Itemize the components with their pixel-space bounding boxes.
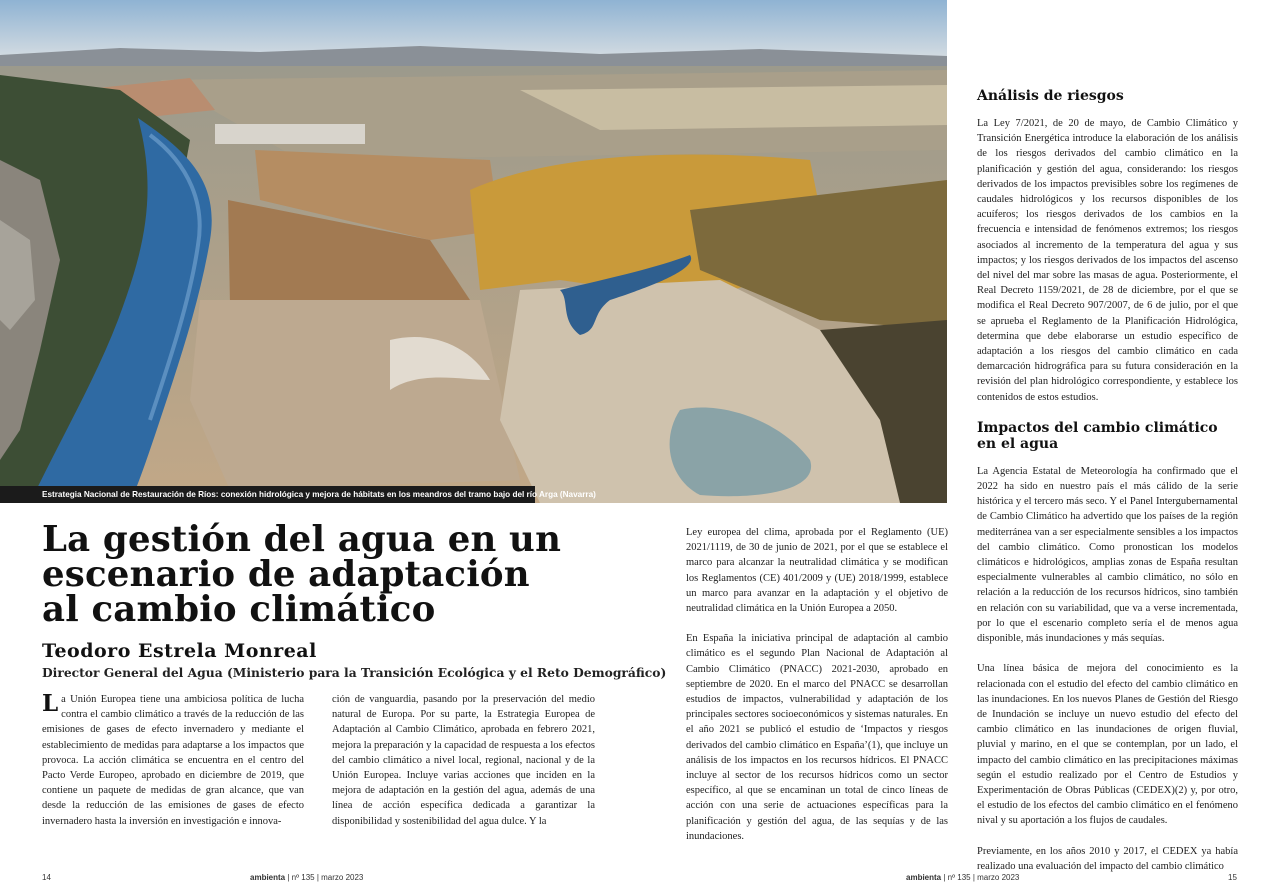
body-column-4 xyxy=(977,88,1238,889)
heading-climate-impacts: Impactos del cambio climático en el agua xyxy=(977,419,1218,452)
issue-info: | nº 135 | marzo 2023 xyxy=(943,873,1020,882)
col3-paragraph: Ley europea del clima, aprobada por el Reglamento (UE) 2021/1119, de 30 de junio de 2021, por el que se establece el marco para alcanzar la neutralidad climática y se modifican los Reglamentos (CE) 401/2009 y (UE) 2018/1999, establece un marco para avanzar en la adaptación y el objetivo de neutralidad climática en la Unión Europea a 2050. xyxy=(686,527,948,615)
author-name: Teodoro Estrela Monreal xyxy=(42,640,317,662)
body-column-2 xyxy=(332,692,595,829)
impacts-paragraph: La Agencia Estatal de Meteorología ha confirmado que el 2022 ha sido en nuestro país el más cálido de la serie histórica y el tercero más seco. Y el Panel Intergubernamental de Cambio Climático ha advertido que los países de la región mediterránea van a ser especialmente sensibles a los impactos del cambio climático. Como pronostican los modelos climáticos e hidrológicos, amplias zonas de España resultan especialmente vulnerables al cambio climático, no sólo en relación a la reducción de los recursos hídricos, sino también en relación con su variabilidad, que va a verse incrementada, por lo que el escenario completo sería el de menos agua disponible, más inundaciones y más sequías. xyxy=(977,465,1238,645)
risk-paragraph: La Ley 7/2021, de 20 de mayo, de Cambio Climático y Transición Energética introduce la elaboración de los análisis de los riesgos derivados del cambio climático en la planificación y gestión del agua, considerando: los riesgos derivados de los impactos previsibles sobre los regímenes de caudales hidrológicos y los recursos disponibles de los acuíferos; los riesgos derivados de los cambios en la frecuencia e intensidad de fenómenos extremos; los riesgos asociados al incremento de la temperatura del agua y sus impactos; y los riesgos derivados de los impactos del ascenso del nivel del mar sobre las masas de agua. Posteriormente, el Real Decreto 1159/2021, de 28 de diciembre, por el que se modifica el Real Decreto 907/2007, de 6 de julio, por el que se aprueba el Reglamento de la Planificación Hidrológica, determina que debe elaborarse un estudio específico de adaptación a los riesgos del cambio climático en cada demarcación hidrográfica para su futura consideración en la revisión del plan hidrológico correspondiente, y establece los contenidos de estos estudios. xyxy=(977,118,1238,403)
page-number-left: 14 xyxy=(42,873,51,882)
issue-info: | nº 135 | marzo 2023 xyxy=(287,873,364,882)
magazine-name: ambienta xyxy=(250,873,286,882)
photo-caption: Estrategia Nacional de Restauración de Ríos: conexión hidrológica y mejora de hábitats en los meandros del tramo bajo del río Arga (Navarra) xyxy=(0,486,535,503)
river-photo xyxy=(0,0,947,503)
article-title xyxy=(42,519,642,630)
col2-text: ción de vanguardia, pasando por la preservación del medio natural de Europa. Por su parte, la Estrategia Europea de Adaptación al Cambio Climático, aprobada en febrero 2021, mejora la preparación y la capacidad de respuesta a los efectos del cambio climático a nivel local, regional, nacional y de la Unión Europea. Incluye varias acciones que inciden en la mejora de adaptación en la gestión del agua, además de una línea de acción específica dedicada a garantizar la disponibilidad y sostenibilidad del agua dulce. Y la xyxy=(332,694,595,827)
page-number-right: 15 xyxy=(1228,873,1237,882)
col1-text: a Unión Europea tiene una ambiciosa política de lucha contra el cambio climático a través de la reducción de las emisiones de gases de efecto invernadero y mediante el establecimiento de medidas para adaptarse a los impactos que provoca. La acción climática se encuentra en el centro del Pacto Verde Europeo, aprobado en diciembre de 2019, que contiene un paquete de medidas de gran alcance, que van desde la reducción de las emisiones de gases de efecto invernadero hasta la inversión en investigación e innova- xyxy=(42,694,304,827)
author-role: Director General del Agua (Ministerio para la Transición Ecológica y el Reto Demográfico) xyxy=(42,665,667,680)
running-footer-left xyxy=(250,873,363,882)
title-line: La gestión del agua en un xyxy=(42,519,562,560)
running-footer-right xyxy=(906,873,1019,882)
title-line: escenario de adaptación xyxy=(42,554,530,595)
body-column-1 xyxy=(42,692,304,829)
drop-cap: L xyxy=(42,690,59,717)
magazine-name: ambienta xyxy=(906,873,942,882)
impacts-paragraph: Previamente, en los años 2010 y 2017, el CEDEX ya había realizado una evaluación del impacto del cambio climático xyxy=(977,845,1238,872)
aerial-landscape-illustration xyxy=(0,0,947,503)
heading-risk-analysis: Análisis de riesgos xyxy=(977,88,1124,104)
impacts-paragraph: Una línea básica de mejora del conocimiento es la relacionada con el estudio del efecto del cambio climático en las inundaciones. En los nuevos Planes de Gestión del Riesgo de Inundación se incluye un nuevo estudio del efecto del cambio climático en las inundaciones de origen fluvial, pluvial y marino, en el que se contemplan, por un lado, el impacto del cambio climático en las precipitaciones máximas según el estudio realizado por el Centro de Estudios y Experimentación de Obras Públicas (CEDEX)(2) y, por otro, el estudio de los efectos del cambio climático en el fenómeno nival y su aportación a los flujos de caudales. xyxy=(977,663,1238,827)
body-column-3 xyxy=(686,525,948,859)
title-line: al cambio climático xyxy=(42,589,436,630)
col3-paragraph: En España la iniciativa principal de adaptación al cambio climático es el segundo Plan Nacional de Adaptación al Cambio Climático (PNACC) 2021-2030, aprobado en septiembre de 2020. En el marco del PNACC se desarrollan estudios de impactos, vulnerabilidad y adaptación de los principales sectores socioeconómicos y sistemas naturales. En el año 2021 se publicó el estudio de ‘Impactos y riesgos derivados del cambio climático en España’(1), que incluye un análisis de los impactos en los recursos hídricos. El PNACC incluye al sector de los recursos hídricos como un sector específico, al que se encaminan un total de cinco líneas de acción con una serie de actuaciones específicas para la planificación y gestión del agua, de las sequías y de las inundaciones. xyxy=(686,633,948,842)
